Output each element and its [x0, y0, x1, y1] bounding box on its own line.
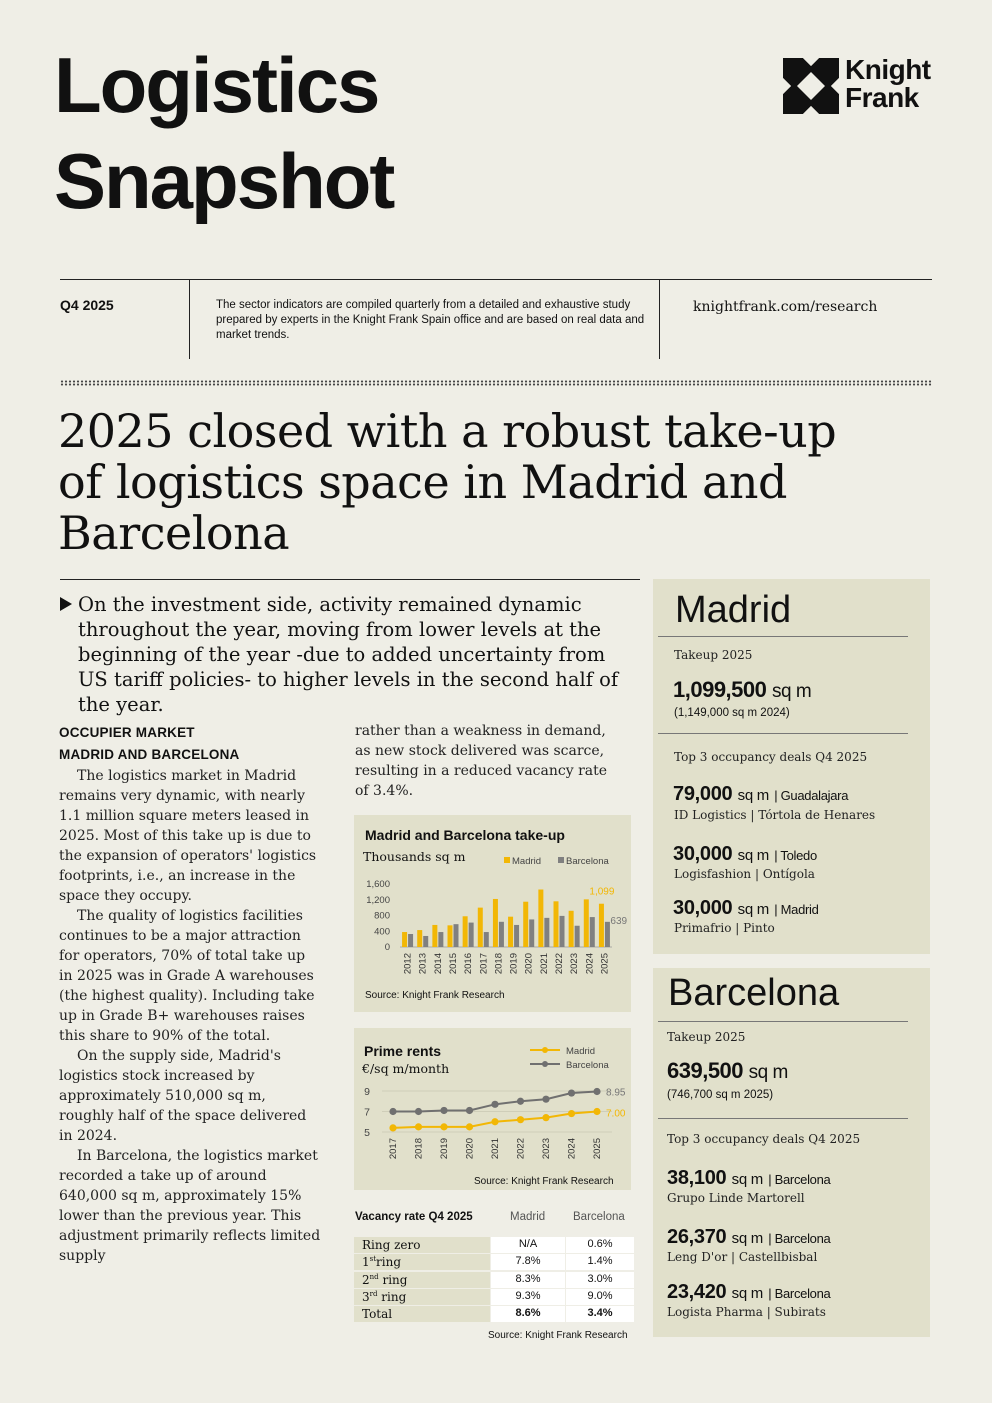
bar-barcelona [605, 922, 610, 947]
x-tick-label: 2017 [388, 1138, 399, 1160]
y-tick-label: 7 [364, 1106, 370, 1119]
deal-detail: Logisfashion | Ontígola [674, 867, 815, 881]
chart-source: Source: Knight Frank Research [474, 1176, 614, 1187]
data-label-madrid: 7.00 [606, 1108, 626, 1120]
x-tick-label: 2020 [523, 953, 535, 975]
legend-swatch [558, 857, 564, 863]
bar-barcelona [438, 932, 443, 947]
article-paragraph: On the supply side, Madrid's logistics stock increased by approximately 510,000 sq m, roughly half of the space delivered in 2024. [59, 1048, 307, 1144]
takeup-previous: (746,700 sq m 2025) [667, 1089, 774, 1101]
deal-detail: ID Logistics | Tórtola de Henares [674, 808, 876, 822]
bar-madrid [584, 899, 589, 947]
article-paragraph: The logistics market in Madrid remains very dynamic, with nearly 1.1 million square meters leased in 2025. Most of this take up is due to the expansion of operators' logistics footprints, i.e., an increase in the space they occupy. [59, 768, 317, 904]
y-tick-label: 1,600 [366, 879, 390, 890]
x-tick-label: 2013 [417, 953, 429, 975]
point-barcelona [517, 1098, 524, 1105]
deal-location: | Barcelona [768, 1286, 831, 1301]
y-tick-label: 9 [364, 1086, 370, 1098]
y-tick-label: 400 [374, 926, 390, 938]
deal-location: | Guadalajara [774, 788, 849, 803]
dotted-separator [60, 380, 932, 386]
legend-swatch [504, 857, 510, 863]
quarter-label: Q4 2025 [60, 297, 114, 313]
bar-barcelona [499, 922, 504, 947]
vacancy-table [354, 1208, 634, 1343]
x-tick-label: 2015 [448, 953, 459, 975]
deal-2 [673, 843, 817, 866]
legend-marker [542, 1047, 548, 1053]
bar-madrid [417, 930, 422, 947]
deal-detail: Leng D'or | Castellbisbal [667, 1250, 818, 1264]
deal-unit: sq m [731, 1285, 763, 1302]
deals-label: Top 3 occupancy deals Q4 2025 [674, 750, 868, 764]
x-tick-label: 2019 [439, 1138, 450, 1160]
deal-size: 38,100 [667, 1167, 727, 1189]
row-label-sup: st [369, 1255, 377, 1264]
madrid-panel [653, 579, 930, 954]
bar-madrid [599, 904, 604, 947]
bar-madrid [493, 899, 498, 947]
deals-label: Top 3 occupancy deals Q4 2025 [667, 1132, 861, 1146]
article-paragraph: The quality of logistics facilities continues to be a major attraction for operators, 70% of total take up in 2025 was in Grade A warehouses (the highest quality). Including take up in Grade B+ warehouses raises this share to 90% of the total. [59, 908, 315, 1044]
deal-location: | Madrid [774, 902, 819, 917]
bar-madrid [448, 925, 453, 947]
deal-unit: sq m [737, 901, 769, 918]
data-label-barcelona: 8.95 [606, 1087, 626, 1099]
chart-source: Source: Knight Frank Research [365, 990, 505, 1001]
point-madrid [568, 1110, 575, 1117]
x-tick-label: 2023 [541, 1138, 552, 1160]
takeup-chart [354, 815, 631, 1012]
bar-madrid [432, 925, 437, 947]
deal-size: 23,420 [667, 1281, 727, 1303]
legend-marker [542, 1061, 548, 1067]
bar-barcelona [575, 926, 580, 947]
chart-title: Madrid and Barcelona take-up [365, 827, 565, 843]
y-tick-label: 5 [364, 1127, 370, 1139]
madrid-value: 8.3% [515, 1272, 541, 1285]
data-label-madrid: 1,099 [589, 886, 615, 898]
logo-word-frank: Frank [845, 82, 919, 113]
panel-rule [658, 733, 908, 734]
chart-unit-label: €/sq m/month [362, 1061, 450, 1076]
bar-madrid [554, 901, 559, 947]
x-tick-label: 2022 [554, 953, 565, 975]
point-madrid [440, 1123, 447, 1130]
panel-rule [658, 636, 908, 637]
row-label [362, 1273, 407, 1287]
takeup-value [673, 677, 811, 703]
bar-barcelona [544, 918, 549, 947]
row-label [362, 1307, 392, 1321]
row-label [362, 1290, 406, 1304]
logo-wordmark [845, 56, 931, 112]
deal-unit: sq m [731, 1230, 763, 1247]
deal-size: 30,000 [673, 843, 733, 865]
deal-1 [667, 1167, 830, 1190]
bar-barcelona [484, 932, 489, 947]
lead-paragraph: On the investment side, activity remained dynamic throughout the year, moving from lower levels at the beginning of the year -due to added uncertainty from US tariff policies- to higher levels in the second half of the year. [78, 593, 619, 716]
row-label [362, 1255, 401, 1269]
point-barcelona [415, 1108, 422, 1115]
vacancy-table-title: Vacancy rate Q4 2025 [355, 1211, 473, 1223]
deal-location: | Barcelona [768, 1231, 831, 1246]
point-madrid [389, 1124, 396, 1131]
deal-unit: sq m [731, 1171, 763, 1188]
panel-rule [658, 1118, 908, 1119]
x-tick-label: 2021 [538, 953, 550, 975]
article-paragraph: In Barcelona, the logistics market recorded a take up of around 640,000 sq m, approximately 15% lower than the previous year. This adjustment primarily reflects limited supply [59, 1148, 321, 1264]
point-madrid [491, 1118, 498, 1125]
takeup-unit: sq m [748, 1062, 788, 1083]
article-paragraph: rather than a weakness in demand, as new stock delivered was scarce, resulting in a reduced vacancy rate of 3.4%. [355, 723, 608, 799]
bar-madrid [402, 932, 407, 947]
takeup-label: Takeup 2025 [667, 1030, 746, 1044]
madrid-value: 9.3% [515, 1289, 541, 1302]
knight-frank-logo-mark-icon [783, 58, 839, 114]
x-tick-label: 2022 [515, 1138, 527, 1160]
research-link[interactable]: knightfrank.com/research [693, 299, 878, 315]
x-tick-label: 2020 [464, 1138, 476, 1160]
prime-rents-chart [354, 1028, 631, 1190]
y-tick-label: 800 [374, 910, 390, 922]
bar-barcelona [514, 925, 519, 947]
bullet-triangle-icon [60, 597, 72, 611]
takeup-chart-plot [354, 815, 631, 1012]
deal-3 [667, 1281, 830, 1304]
section-heading-line2: MADRID AND BARCELONA [59, 747, 240, 762]
deal-unit: sq m [737, 847, 769, 864]
x-tick-label: 2019 [508, 953, 520, 975]
deal-size: 30,000 [673, 897, 733, 919]
data-label-barcelona: 639 [610, 915, 628, 927]
vacancy-row [354, 1289, 634, 1305]
bar-barcelona [454, 924, 459, 947]
point-madrid [593, 1108, 600, 1115]
intro-text: The sector indicators are compiled quarterly from a detailed and exhaustive study prepared by experts in the Knight Frank Spain office and are based on real data and market trends. [216, 299, 645, 341]
deal-detail: Logista Pharma | Subirats [667, 1305, 826, 1319]
barcelona-value: 0.6% [587, 1238, 613, 1250]
deal-detail: Grupo Linde Martorell [667, 1191, 805, 1205]
chart-unit-label: Thousands sq m [363, 849, 466, 864]
header-rule [60, 279, 932, 280]
bar-barcelona [423, 936, 428, 947]
barcelona-panel [653, 968, 930, 1337]
vacancy-row [354, 1237, 634, 1253]
article-column-2 [355, 721, 617, 801]
row-label-sup: rd [369, 1289, 378, 1298]
lead-rule [60, 579, 640, 580]
deal-3 [673, 897, 819, 920]
x-tick-label: 2017 [478, 953, 490, 975]
deal-unit: sq m [737, 787, 769, 804]
legend-label: Madrid [512, 856, 542, 867]
bar-barcelona [590, 917, 595, 947]
logo-word-knight: Knight [845, 54, 931, 85]
report-title-line2: Snapshot [54, 137, 394, 225]
x-tick-label: 2024 [566, 1138, 578, 1160]
row-label-main: Total [362, 1307, 393, 1322]
point-barcelona [593, 1088, 600, 1095]
bar-madrid [523, 902, 528, 947]
barcelona-value: 3.4% [587, 1307, 613, 1320]
header-divider-1 [189, 280, 190, 359]
takeup-number: 639,500 [667, 1058, 744, 1083]
row-label [362, 1238, 420, 1252]
vacancy-row [354, 1254, 634, 1270]
row-label-main: 3 [362, 1289, 370, 1304]
bar-barcelona [529, 919, 534, 947]
bar-madrid [538, 890, 543, 947]
barcelona-value: 9.0% [587, 1289, 613, 1302]
takeup-number: 1,099,500 [673, 677, 767, 702]
row-label-main: Ring zero [362, 1238, 421, 1252]
bar-barcelona [560, 916, 565, 947]
takeup-unit: sq m [772, 681, 812, 702]
point-barcelona [389, 1108, 396, 1115]
x-tick-label: 2018 [493, 953, 505, 975]
header-divider-2 [659, 280, 660, 359]
point-barcelona [440, 1107, 447, 1114]
madrid-value: 8.6% [515, 1307, 541, 1320]
barcelona-value: 3.0% [587, 1272, 613, 1285]
point-barcelona [542, 1096, 549, 1103]
report-title-line1: Logistics [54, 41, 379, 129]
barcelona-value: 1.4% [587, 1255, 613, 1268]
y-tick-label: 1,200 [366, 894, 390, 906]
x-tick-label: 2023 [569, 953, 581, 975]
vacancy-source: Source: Knight Frank Research [488, 1330, 628, 1341]
deal-size: 26,370 [667, 1226, 727, 1248]
knight-frank-logo[interactable] [783, 54, 933, 118]
vacancy-table-body [354, 1237, 634, 1323]
legend-label: Barcelona [566, 856, 609, 867]
row-label-sup: nd [369, 1272, 379, 1281]
point-madrid [517, 1116, 524, 1123]
x-tick-label: 2024 [584, 953, 596, 975]
point-barcelona [568, 1089, 575, 1096]
takeup-value [667, 1058, 788, 1084]
point-madrid [542, 1114, 549, 1121]
takeup-label: Takeup 2025 [674, 648, 753, 662]
point-madrid [466, 1123, 473, 1130]
deal-location: | Barcelona [768, 1172, 831, 1187]
city-name: Barcelona [668, 972, 840, 1014]
row-label-rest: ring [377, 1289, 407, 1304]
headline: 2025 closed with a robust take-up of logistics space in Madrid and Barcelona [58, 404, 837, 560]
bar-madrid [478, 908, 483, 947]
deal-1 [673, 783, 848, 806]
deal-location: | Toledo [774, 848, 817, 863]
madrid-value: 7.8% [515, 1255, 541, 1268]
x-tick-label: 2016 [463, 953, 475, 975]
bar-madrid [463, 916, 468, 947]
y-tick-label: 0 [384, 942, 390, 953]
prime-rents-plot [354, 1028, 631, 1190]
x-tick-label: 2012 [402, 953, 414, 975]
row-label-main: 1 [362, 1255, 370, 1270]
point-madrid [415, 1123, 422, 1130]
chart-title: Prime rents [364, 1043, 442, 1059]
vacancy-row [354, 1272, 634, 1288]
row-label-rest: ring [378, 1272, 408, 1287]
deal-size: 79,000 [673, 783, 733, 805]
city-name: Madrid [675, 589, 792, 631]
row-label-main: 2 [362, 1272, 370, 1287]
section-heading-line1: OCCUPIER MARKET [59, 725, 195, 740]
x-tick-label: 2021 [490, 1138, 501, 1160]
deal-detail: Primafrio | Pinto [674, 921, 775, 935]
vacancy-col-barcelona: Barcelona [573, 1211, 625, 1223]
vacancy-col-madrid: Madrid [510, 1211, 546, 1223]
legend-label: Barcelona [566, 1060, 609, 1071]
row-label-rest: ring [376, 1255, 402, 1270]
x-tick-label: 2025 [599, 953, 611, 975]
panel-rule [658, 1021, 908, 1022]
bar-madrid [569, 911, 574, 947]
takeup-previous: (1,149,000 sq m 2024) [674, 707, 790, 719]
bar-madrid [508, 917, 513, 947]
article-column-1 [59, 722, 321, 1266]
point-barcelona [491, 1101, 498, 1108]
vacancy-row [354, 1306, 634, 1322]
point-barcelona [466, 1107, 473, 1114]
madrid-value: N/A [518, 1238, 538, 1250]
bar-barcelona [408, 934, 413, 947]
legend-label: Madrid [566, 1046, 596, 1057]
x-tick-label: 2025 [592, 1138, 603, 1160]
deal-2 [667, 1226, 830, 1249]
x-tick-label: 2018 [413, 1138, 425, 1160]
bar-barcelona [469, 923, 474, 947]
x-tick-label: 2014 [432, 953, 444, 975]
